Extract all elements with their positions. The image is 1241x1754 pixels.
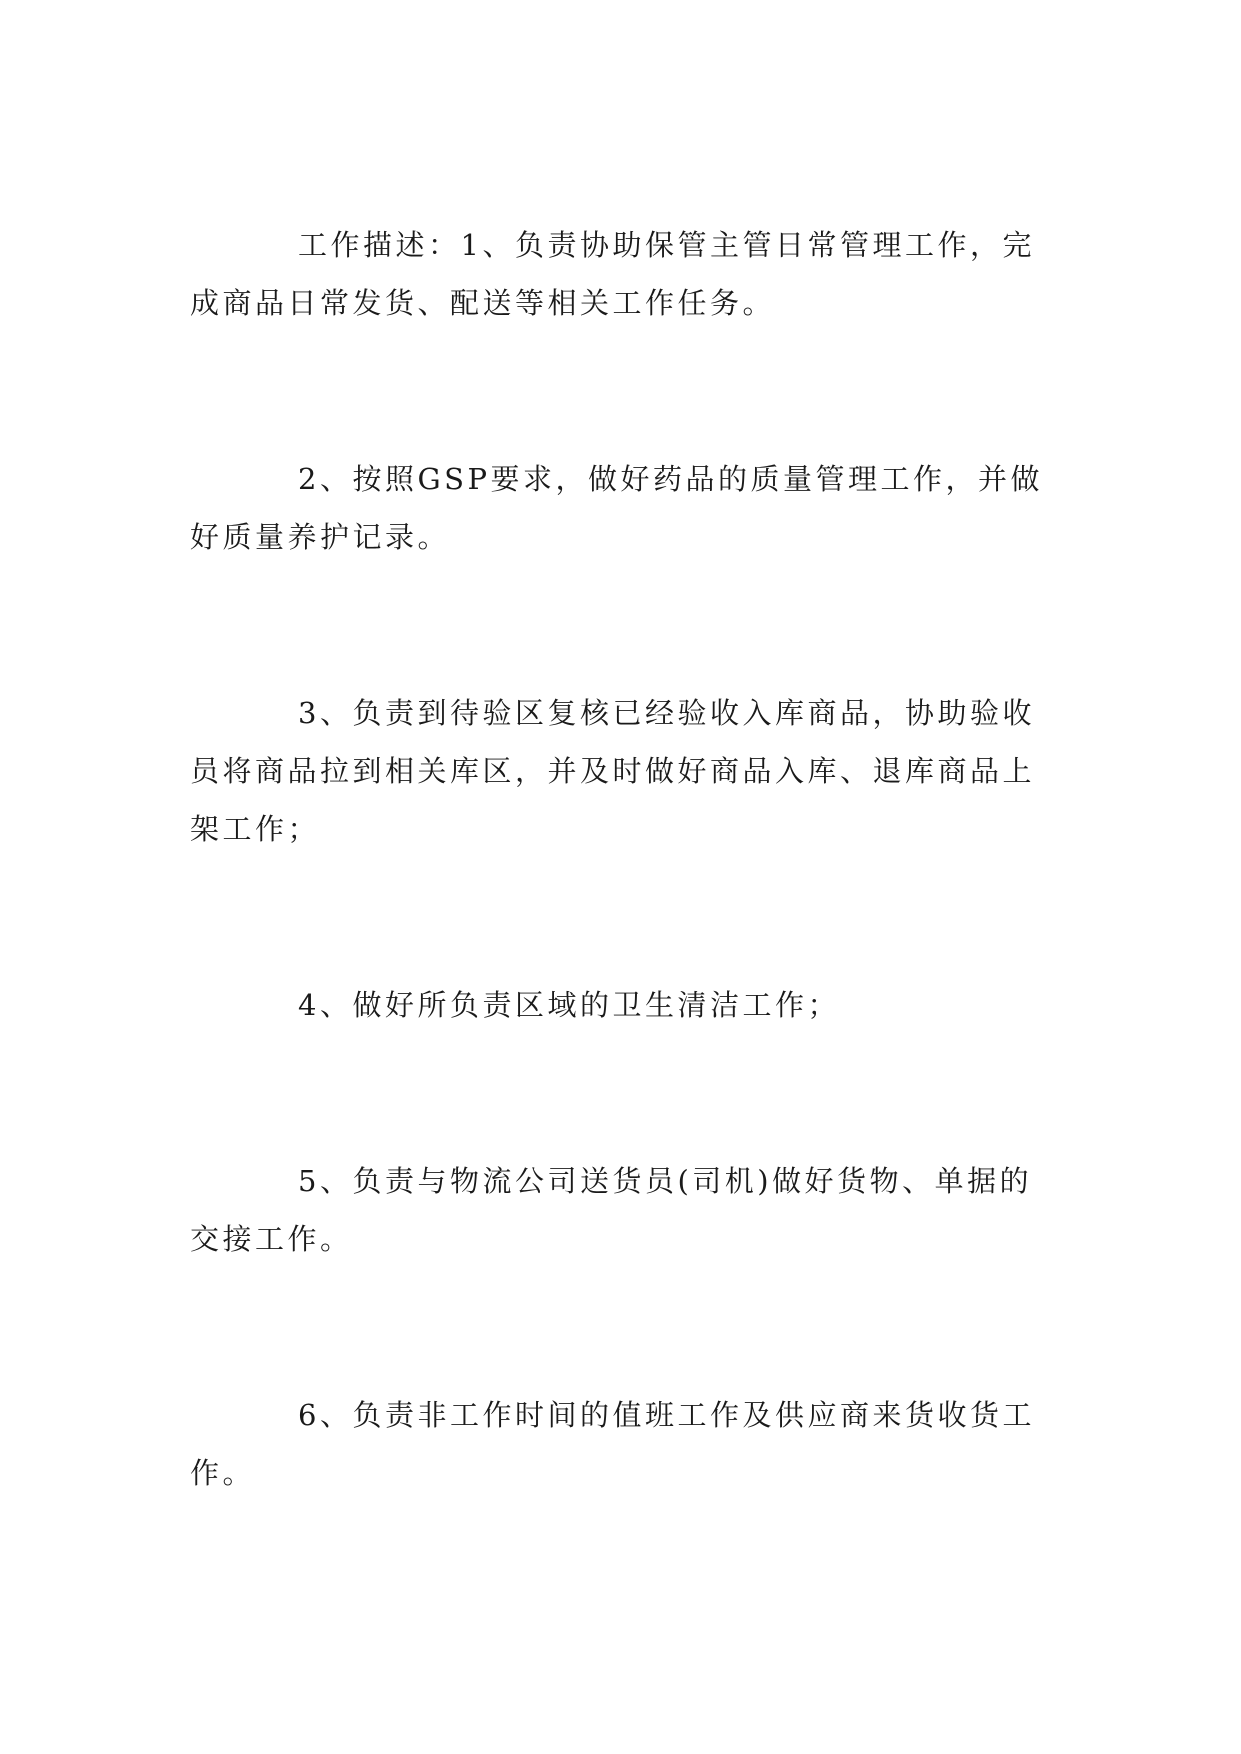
paragraph-job-description-1: 工作描述：1、负责协助保管主管日常管理工作，完成商品日常发货、配送等相关工作任务。 [190,228,1035,320]
paragraph-item-6: 6、负责非工作时间的值班工作及供应商来货收货工作。 [190,1398,1035,1490]
paragraph-item-2: 2、按照GSP要求，做好药品的质量管理工作，并做好质量养护记录。 [190,462,1043,554]
paragraph-item-3: 3、负责到待验区复核已经验收入库商品，协助验收员将商品拉到相关库区，并及时做好商品入库、退库商品上架工作； [190,696,1036,846]
paragraph-item-4: 4、做好所负责区域的卫生清洁工作； [298,988,840,1022]
paragraph-item-5: 5、负责与物流公司送货员(司机)做好货物、单据的交接工作。 [190,1164,1033,1256]
